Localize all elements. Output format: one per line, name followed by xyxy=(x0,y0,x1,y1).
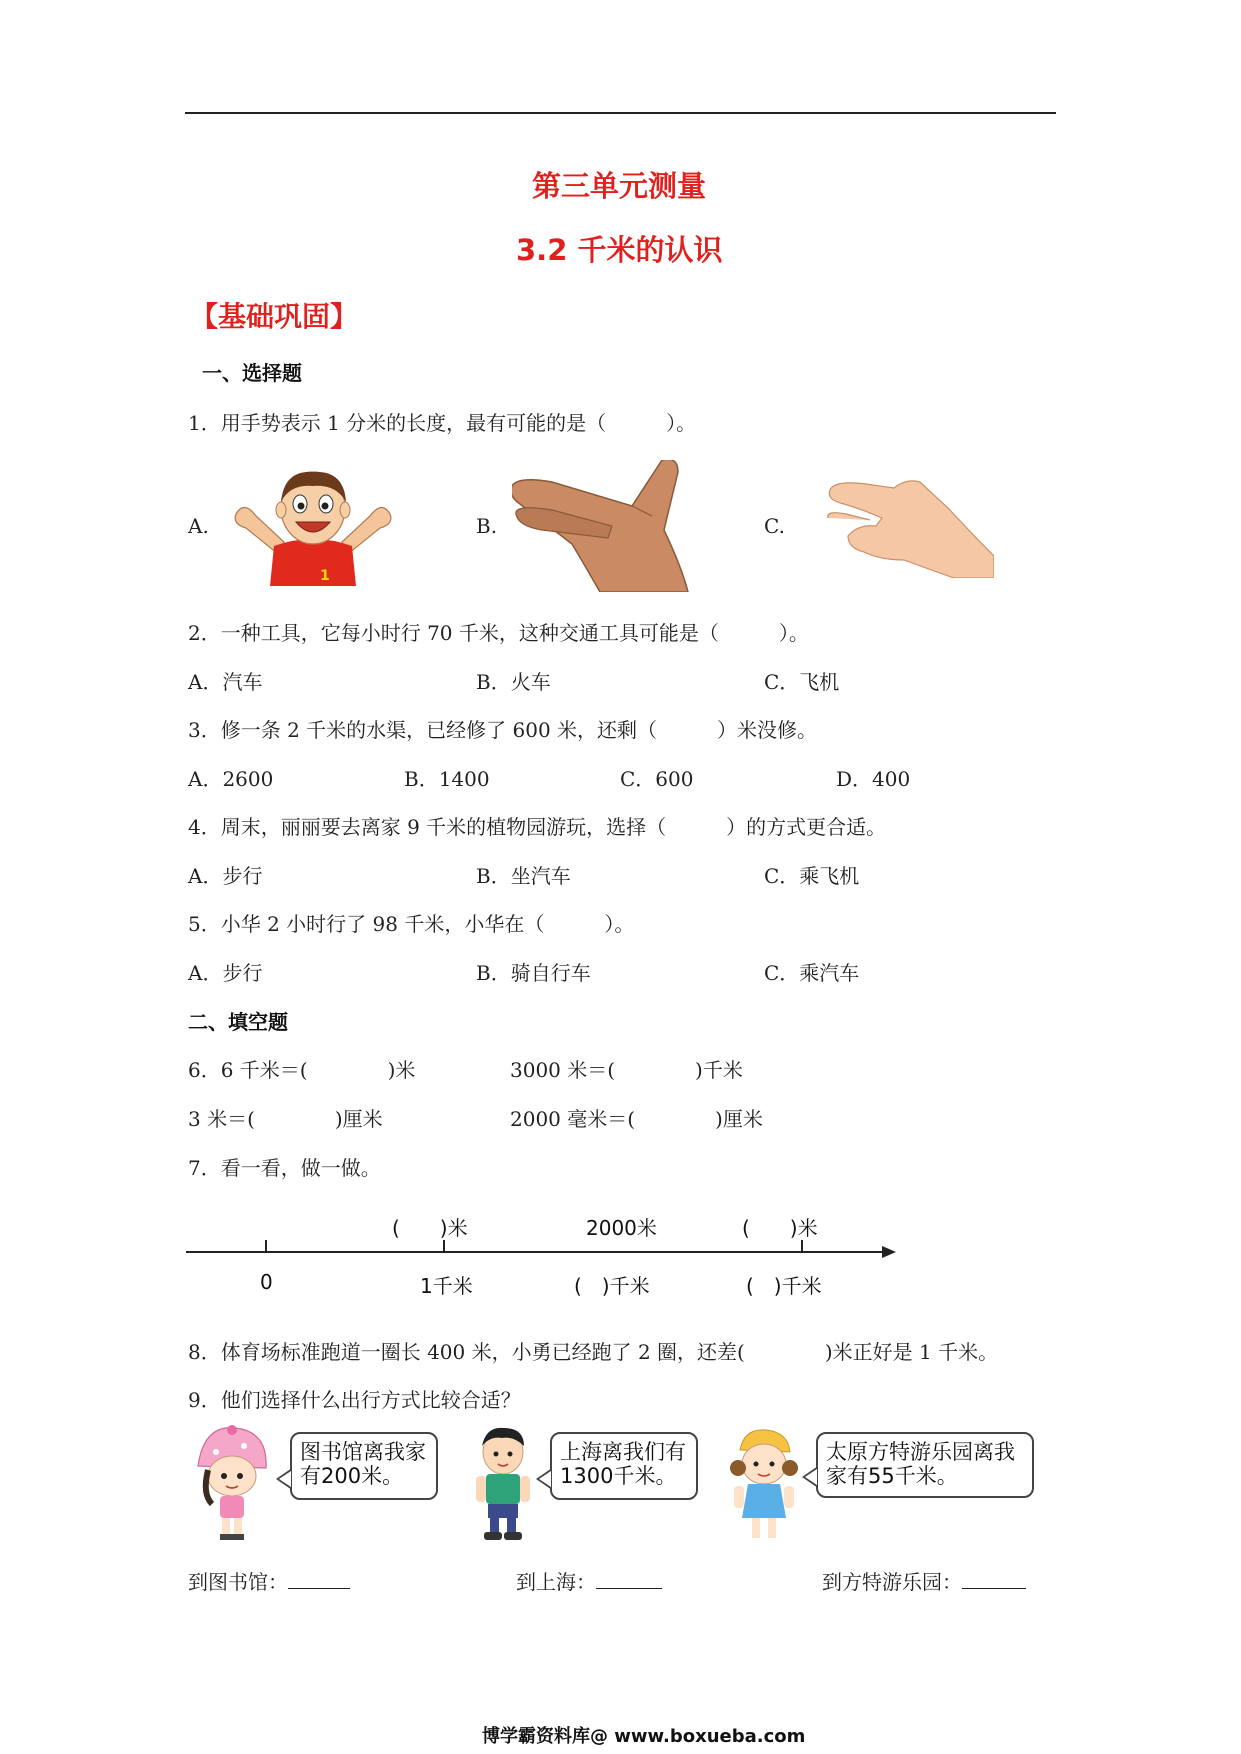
girl-pink-hat-image xyxy=(192,1424,274,1542)
q4-option-b: B．坐汽车 xyxy=(476,864,571,888)
nl-bottom-label-1: 1千米 xyxy=(420,1274,473,1298)
header-rule xyxy=(185,112,1056,114)
bubble-fantawild: 太原方特游乐园离我家有55千米。 xyxy=(816,1432,1034,1498)
q2-option-c: C．飞机 xyxy=(764,670,840,694)
q1-option-c: C. xyxy=(764,514,785,538)
q1-option-b: B. xyxy=(476,514,498,538)
q6-row1-right: 3000 米＝( )千米 xyxy=(510,1058,743,1082)
q7-text: 7．看一看，做一做。 xyxy=(188,1156,381,1180)
q6-row2-right: 2000 毫米＝( )厘米 xyxy=(510,1107,763,1131)
answer-fantawild-blank[interactable] xyxy=(962,1570,1026,1589)
bubble-shanghai-tail xyxy=(536,1468,552,1490)
answer-fantawild-label: 到方特游乐园： xyxy=(822,1570,962,1594)
q3-option-b: B．1400 xyxy=(404,767,490,791)
section-banner: 【基础巩固】 xyxy=(190,300,359,333)
bubble-fantawild-tail xyxy=(802,1466,818,1488)
q6-row1-left: 6．6 千米＝( )米 xyxy=(188,1058,416,1082)
pinch-hand-image xyxy=(824,478,994,578)
boy-green-shirt-image xyxy=(468,1424,538,1542)
q2-text: 2．一种工具，它每小时行 70 千米，这种交通工具可能是（ ）。 xyxy=(188,621,809,645)
q3-option-d: D．400 xyxy=(836,767,911,791)
q1-text: 1．用手势表示 1 分米的长度，最有可能的是（ ）。 xyxy=(188,411,697,435)
bubble-shanghai: 上海离我们有1300千米。 xyxy=(550,1432,698,1500)
nl-top-label-2: 2000米 xyxy=(586,1216,657,1240)
q8-text: 8．体育场标准跑道一圈长 400 米，小勇已经跑了 2 圈，还差( )米正好是 1 千米。 xyxy=(188,1340,999,1364)
answer-shanghai xyxy=(516,1566,662,1595)
bubble-library: 图书馆离我家有200米。 xyxy=(290,1432,438,1500)
answer-library xyxy=(188,1566,350,1595)
q4-option-a: A．步行 xyxy=(188,864,263,888)
q5-text: 5．小华 2 小时行了 98 千米，小华在（ ）。 xyxy=(188,912,635,936)
q5-option-a: A．步行 xyxy=(188,961,263,985)
q5-option-b: B．骑自行车 xyxy=(476,961,591,985)
lesson-title: 3.2 千米的认识 xyxy=(516,233,723,267)
girl-yellow-hat-image xyxy=(726,1424,802,1542)
section1-title: 一、选择题 xyxy=(202,361,302,385)
footer-watermark: 博学霸资料库@ www.boxueba.com xyxy=(482,1726,806,1747)
q1-option-a: A. xyxy=(188,514,209,538)
answer-shanghai-blank[interactable] xyxy=(596,1570,662,1589)
answer-fantawild xyxy=(822,1566,1026,1595)
answer-library-label: 到图书馆： xyxy=(188,1570,288,1594)
boy-arms-spread-image xyxy=(228,462,398,586)
answer-shanghai-label: 到上海： xyxy=(516,1570,596,1594)
two-fingers-hand-image xyxy=(512,460,707,592)
bubble-library-tail xyxy=(276,1468,292,1490)
q3-text: 3．修一条 2 千米的水渠，已经修了 600 米，还剩（ ）米没修。 xyxy=(188,718,818,742)
q2-option-b: B．火车 xyxy=(476,670,551,694)
unit-title: 第三单元测量 xyxy=(532,169,707,203)
section2-title: 二、填空题 xyxy=(188,1010,288,1034)
number-line-arrow xyxy=(882,1246,896,1258)
q5-option-c: C．乘汽车 xyxy=(764,961,860,985)
q9-text: 9．他们选择什么出行方式比较合适？ xyxy=(188,1388,521,1412)
q3-option-a: A．2600 xyxy=(188,767,274,791)
answer-library-blank[interactable] xyxy=(288,1570,350,1589)
nl-top-label-3: ( )米 xyxy=(742,1216,818,1240)
nl-top-label-1: ( )米 xyxy=(392,1216,468,1240)
nl-bottom-label-2: ( )千米 xyxy=(574,1274,650,1298)
q6-row2-left: 3 米＝( )厘米 xyxy=(188,1107,383,1131)
nl-bottom-label-0: 0 xyxy=(260,1270,273,1294)
q2-option-a: A．汽车 xyxy=(188,670,263,694)
q4-option-c: C．乘飞机 xyxy=(764,864,860,888)
q4-text: 4．周末，丽丽要去离家 9 千米的植物园游玩，选择（ ）的方式更合适。 xyxy=(188,815,887,839)
svg-text:1: 1 xyxy=(320,568,330,584)
q3-option-c: C．600 xyxy=(620,767,694,791)
nl-bottom-label-3: ( )千米 xyxy=(746,1274,822,1298)
